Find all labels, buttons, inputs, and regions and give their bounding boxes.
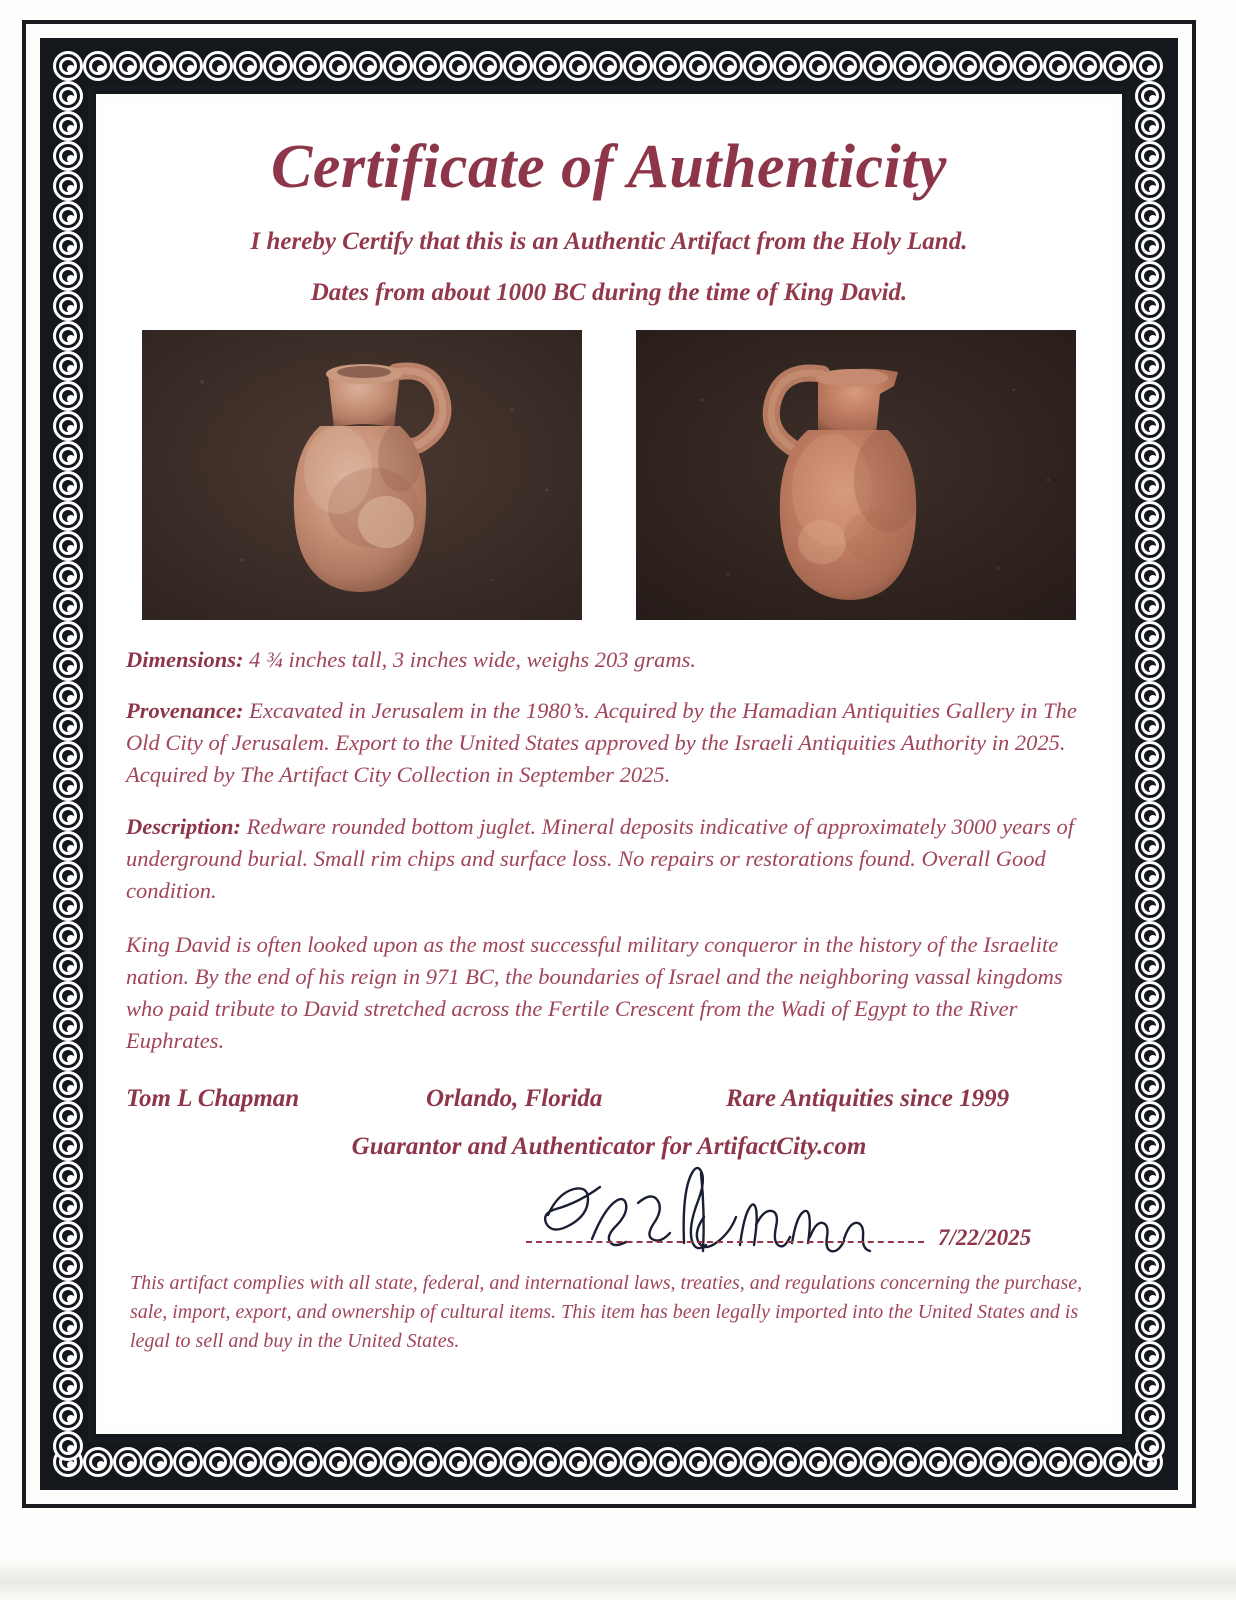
border-ring bbox=[53, 741, 83, 771]
border-ring bbox=[1135, 171, 1165, 201]
border-ring bbox=[1135, 201, 1165, 231]
border-ring bbox=[1135, 831, 1165, 861]
border-ring bbox=[1135, 1131, 1165, 1161]
border-ring bbox=[53, 171, 83, 201]
description-label: Description: bbox=[126, 814, 241, 840]
border-ring bbox=[1135, 741, 1165, 771]
border-ring bbox=[53, 1161, 83, 1191]
border-ring bbox=[1073, 1447, 1103, 1477]
border-ring bbox=[863, 1447, 893, 1477]
border-ring bbox=[1135, 981, 1165, 1011]
border-ring bbox=[53, 1191, 83, 1221]
border-ring bbox=[623, 1447, 653, 1477]
company-tagline: Rare Antiquities since 1999 bbox=[726, 1084, 1010, 1112]
border-ring bbox=[53, 1281, 83, 1311]
border-ring bbox=[53, 261, 83, 291]
border-ring bbox=[53, 351, 83, 381]
border-ring bbox=[53, 201, 83, 231]
dimensions-label: Dimensions: bbox=[126, 646, 244, 672]
border-ring bbox=[53, 951, 83, 981]
border-ring bbox=[293, 51, 323, 81]
border-ring bbox=[653, 1447, 683, 1477]
border-ring bbox=[53, 1401, 83, 1431]
border-ring bbox=[263, 1447, 293, 1477]
border-ring bbox=[503, 51, 533, 81]
border-ring bbox=[503, 1447, 533, 1477]
border-ring bbox=[53, 1041, 83, 1071]
border-ring bbox=[1135, 321, 1165, 351]
border-ring bbox=[1135, 411, 1165, 441]
border-ring bbox=[1013, 51, 1043, 81]
border-ring bbox=[353, 1447, 383, 1477]
border-ring bbox=[1135, 711, 1165, 741]
border-ring bbox=[1135, 1221, 1165, 1251]
border-ring bbox=[773, 1447, 803, 1477]
border-ring bbox=[53, 981, 83, 1011]
border-ring bbox=[53, 1101, 83, 1131]
border-ring bbox=[173, 1447, 203, 1477]
border-ring bbox=[713, 1447, 743, 1477]
certify-statement: I hereby Certify that this is an Authentic Artifact from the Holy Land. bbox=[250, 228, 968, 255]
juglet-front-illustration bbox=[142, 330, 582, 620]
border-ring bbox=[53, 921, 83, 951]
border-ring bbox=[1135, 1401, 1165, 1431]
border-ring bbox=[53, 1431, 83, 1461]
border-ring bbox=[1135, 921, 1165, 951]
border-ring bbox=[53, 501, 83, 531]
border-ring bbox=[593, 51, 623, 81]
border-ring bbox=[563, 51, 593, 81]
border-ring bbox=[323, 1447, 353, 1477]
border-ring bbox=[1135, 1371, 1165, 1401]
border-ring bbox=[143, 51, 173, 81]
border-ring bbox=[1135, 141, 1165, 171]
signature-area bbox=[126, 1167, 1092, 1263]
border-ring bbox=[743, 51, 773, 81]
border-ring bbox=[983, 1447, 1013, 1477]
artifact-photo-front bbox=[142, 330, 582, 620]
border-ring bbox=[1103, 51, 1133, 81]
border-ring bbox=[83, 1447, 113, 1477]
border-ring bbox=[143, 1447, 173, 1477]
signer-location: Orlando, Florida bbox=[426, 1084, 603, 1112]
border-ring bbox=[323, 51, 353, 81]
border-ring bbox=[1135, 1431, 1165, 1461]
border-ring bbox=[1135, 801, 1165, 831]
border-ring bbox=[173, 51, 203, 81]
border-ring bbox=[533, 1447, 563, 1477]
border-ring bbox=[53, 651, 83, 681]
border-ring bbox=[713, 51, 743, 81]
border-ring bbox=[743, 1447, 773, 1477]
border-ring bbox=[1135, 471, 1165, 501]
border-ring bbox=[563, 1447, 593, 1477]
page-edge-shadow bbox=[0, 1560, 1236, 1600]
border-ring bbox=[53, 321, 83, 351]
border-ring bbox=[293, 1447, 323, 1477]
border-ring bbox=[1043, 1447, 1073, 1477]
border-ring bbox=[53, 801, 83, 831]
border-ring bbox=[383, 1447, 413, 1477]
border-ring bbox=[113, 1447, 143, 1477]
border-ring bbox=[1135, 261, 1165, 291]
border-ring bbox=[53, 621, 83, 651]
artifact-photo-reverse bbox=[636, 330, 1076, 620]
border-ring bbox=[1135, 621, 1165, 651]
border-ring bbox=[53, 411, 83, 441]
border-ring bbox=[53, 861, 83, 891]
border-ring bbox=[53, 771, 83, 801]
border-ring bbox=[1013, 1447, 1043, 1477]
border-ring bbox=[803, 1447, 833, 1477]
border-ring bbox=[413, 51, 443, 81]
provenance-value: Excavated in Jerusalem in the 1980’s. Acquired by the Hamadian Antiquities Gallery in The Old City of Jerusalem. Export to the United States approved by the Israeli Antiquities Authority in 2025. Acquired by The Artifact City Collection in September 2025. bbox=[126, 698, 1077, 788]
description-paragraph bbox=[126, 811, 1092, 907]
border-ring bbox=[53, 51, 83, 81]
border-ring bbox=[1135, 441, 1165, 471]
border-ring bbox=[53, 1011, 83, 1041]
border-ring bbox=[923, 51, 953, 81]
border-ring bbox=[1135, 771, 1165, 801]
border-ring bbox=[53, 141, 83, 171]
border-ring bbox=[53, 471, 83, 501]
signer-name: Tom L Chapman bbox=[126, 1084, 300, 1112]
border-ring bbox=[1135, 681, 1165, 711]
border-ring bbox=[1135, 861, 1165, 891]
border-ring bbox=[623, 51, 653, 81]
border-ring bbox=[893, 51, 923, 81]
border-ring bbox=[653, 51, 683, 81]
border-ring bbox=[443, 51, 473, 81]
border-ring bbox=[53, 441, 83, 471]
border-ring bbox=[53, 1341, 83, 1371]
border-ring bbox=[353, 51, 383, 81]
border-ring bbox=[53, 81, 83, 111]
border-ring bbox=[53, 1071, 83, 1101]
border-ring bbox=[53, 711, 83, 741]
border-ring bbox=[53, 891, 83, 921]
border-ring bbox=[1073, 51, 1103, 81]
provenance-label: Provenance: bbox=[126, 698, 244, 724]
border-ring bbox=[1135, 561, 1165, 591]
border-ring bbox=[833, 51, 863, 81]
border-ring bbox=[893, 1447, 923, 1477]
border-ring bbox=[683, 51, 713, 81]
signer-row bbox=[126, 1085, 1092, 1113]
border-ring bbox=[53, 1251, 83, 1281]
border-ring bbox=[53, 1371, 83, 1401]
border-ring bbox=[1135, 81, 1165, 111]
border-ring bbox=[1135, 951, 1165, 981]
border-ring bbox=[1135, 651, 1165, 681]
border-ring bbox=[803, 51, 833, 81]
border-ring bbox=[473, 51, 503, 81]
dimensions-paragraph bbox=[126, 644, 1092, 676]
handwritten-signature bbox=[534, 1163, 894, 1259]
border-ring bbox=[983, 51, 1013, 81]
border-ring bbox=[1135, 291, 1165, 321]
border-ring bbox=[53, 591, 83, 621]
border-ring bbox=[1135, 501, 1165, 531]
border-ring bbox=[593, 1447, 623, 1477]
border-ring bbox=[443, 1447, 473, 1477]
border-ring bbox=[53, 561, 83, 591]
guarantor-role-line: Guarantor and Authenticator for ArtifactCity.com bbox=[351, 1132, 867, 1160]
border-ring bbox=[1103, 1447, 1133, 1477]
border-ring bbox=[683, 1447, 713, 1477]
border-ring bbox=[1135, 231, 1165, 261]
signature-line bbox=[526, 1241, 924, 1243]
border-ring bbox=[473, 1447, 503, 1477]
border-ring bbox=[1043, 51, 1073, 81]
border-ring bbox=[263, 51, 293, 81]
border-ring bbox=[863, 51, 893, 81]
border-ring bbox=[53, 1311, 83, 1341]
border-ring bbox=[113, 51, 143, 81]
border-ring bbox=[1135, 351, 1165, 381]
border-ring bbox=[1135, 111, 1165, 141]
border-ring bbox=[1135, 1311, 1165, 1341]
border-ring bbox=[53, 231, 83, 261]
border-ring bbox=[1135, 381, 1165, 411]
certificate-content bbox=[104, 102, 1114, 1426]
artifact-photo-row bbox=[142, 330, 1076, 620]
border-ring bbox=[53, 831, 83, 861]
border-ring bbox=[923, 1447, 953, 1477]
juglet-reverse-illustration bbox=[636, 330, 1076, 620]
border-ring bbox=[1135, 1071, 1165, 1101]
provenance-paragraph bbox=[126, 695, 1092, 791]
border-ring bbox=[53, 1221, 83, 1251]
border-ring bbox=[53, 681, 83, 711]
border-ring bbox=[233, 51, 263, 81]
border-ring bbox=[1133, 51, 1163, 81]
border-ring bbox=[203, 51, 233, 81]
border-ring bbox=[1135, 1161, 1165, 1191]
border-ring bbox=[1135, 1041, 1165, 1071]
border-ring bbox=[53, 111, 83, 141]
border-ring bbox=[1135, 891, 1165, 921]
border-ring bbox=[533, 51, 563, 81]
dimensions-value: 4 ¾ inches tall, 3 inches wide, weighs 203 grams. bbox=[243, 646, 697, 672]
dating-statement: Dates from about 1000 BC during the time of King David. bbox=[310, 278, 908, 306]
border-ring bbox=[1135, 1281, 1165, 1311]
king-david-history-paragraph: King David is often looked upon as the most successful military conqueror in the history of the Israelite nation. By the end of his reign in 971 BC, the boundaries of Israel and the neighboring vassal kingdoms who paid tribute to David stretched across the Fertile Crescent from the Wadi of Egypt to the River Euphrates. bbox=[126, 932, 1063, 1053]
border-ring bbox=[1135, 1101, 1165, 1131]
signature-date: 7/22/2025 bbox=[938, 1224, 1032, 1250]
border-ring bbox=[413, 1447, 443, 1477]
legal-disclaimer: This artifact complies with all state, federal, and international laws, treaties, and regulations concerning the purchase, sale, import, export, and ownership of cultural items. This item has been legally imported into the United States and is legal to sell and buy in the United States. bbox=[130, 1271, 1083, 1352]
border-ring bbox=[53, 381, 83, 411]
border-ring bbox=[83, 51, 113, 81]
border-ring bbox=[53, 1131, 83, 1161]
page-title: Certificate of Authenticity bbox=[271, 133, 947, 201]
border-ring bbox=[53, 291, 83, 321]
border-ring bbox=[53, 531, 83, 561]
border-ring bbox=[1135, 1011, 1165, 1041]
border-ring bbox=[833, 1447, 863, 1477]
border-ring bbox=[1135, 531, 1165, 561]
border-ring bbox=[1135, 1251, 1165, 1281]
border-ring bbox=[1135, 1341, 1165, 1371]
border-ring bbox=[1135, 1191, 1165, 1221]
border-ring bbox=[383, 51, 413, 81]
border-ring bbox=[233, 1447, 263, 1477]
description-value: Redware rounded bottom juglet. Mineral deposits indicative of approximately 3000 years of underground burial. Small rim chips and surface loss. No repairs or restorations found. Overall Good condition. bbox=[126, 814, 1074, 904]
border-ring bbox=[773, 51, 803, 81]
border-ring bbox=[953, 1447, 983, 1477]
border-ring bbox=[203, 1447, 233, 1477]
border-ring bbox=[953, 51, 983, 81]
border-ring bbox=[1135, 591, 1165, 621]
